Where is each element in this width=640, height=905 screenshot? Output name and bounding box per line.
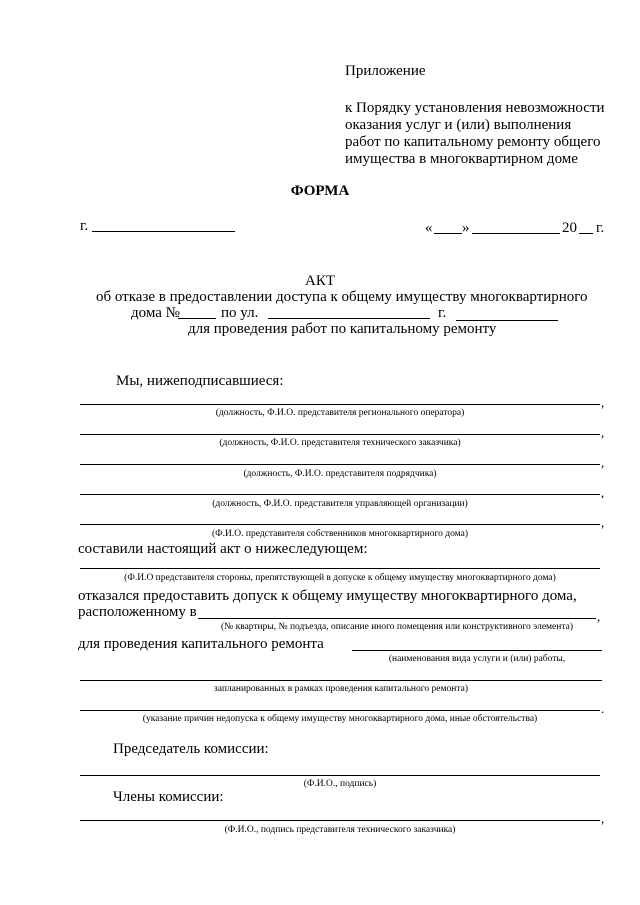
service-caption: (наименования вида услуги и (или) работы, — [388, 654, 566, 664]
reasons-field[interactable] — [80, 710, 600, 711]
planned-field[interactable] — [80, 680, 602, 681]
chairman-field[interactable] — [80, 775, 600, 776]
signatory-caption-4: (должность, Ф.И.О. представителя управляющей организации) — [212, 499, 468, 509]
date-close-quote: » — [462, 220, 470, 236]
service-field[interactable] — [352, 650, 602, 651]
appendix-line-2: оказания услуг и (или) выполнения — [345, 117, 572, 133]
signatory-field-5[interactable] — [80, 524, 600, 525]
signatory-comma-2: , — [601, 425, 605, 440]
appendix-line-3: работ по капитальному ремонту общего — [345, 134, 601, 150]
chairman-label: Председатель комиссии: — [113, 741, 269, 757]
place-field[interactable] — [92, 231, 235, 232]
act-title: АКТ — [305, 273, 335, 289]
reasons-period: . — [601, 701, 605, 716]
act-house-label: дома № — [131, 305, 180, 321]
form-heading: ФОРМА — [290, 183, 350, 199]
place-prefix: г. — [80, 218, 89, 234]
signatory-field-1[interactable] — [80, 404, 600, 405]
members-label: Члены комиссии: — [113, 789, 224, 805]
chairman-caption: (Ф.И.О., подпись) — [303, 779, 377, 789]
appendix-line-1: к Порядку установления невозможности — [345, 100, 605, 116]
signatory-caption-2: (должность, Ф.И.О. представителя технического заказчика) — [219, 438, 461, 448]
signatory-comma-5: , — [601, 515, 605, 530]
location-caption: (№ квартиры, № подъезда, описание иного помещения или конструктивного элемента) — [220, 622, 573, 632]
location-comma: , — [597, 609, 601, 624]
date-open-quote: « — [425, 220, 433, 236]
signatory-caption-3: (должность, Ф.И.О. представителя подрядчика) — [243, 469, 437, 479]
street-field[interactable] — [268, 318, 430, 319]
location-field[interactable] — [198, 618, 596, 619]
refused-line-1: отказался предоставить допуск к общему имуществу многоквартирного дома, — [78, 588, 577, 604]
reasons-caption: (указание причин недопуска к общему имуществу многоквартирного дома, иные обстоятельства) — [142, 714, 538, 724]
act-line-1: об отказе в предоставлении доступа к общему имуществу многоквартирного — [96, 289, 588, 305]
compiled-text: составили настоящий акт о нижеследующем: — [78, 541, 368, 557]
planned-caption: запланированных в рамках проведения капитального ремонта) — [214, 684, 468, 694]
refused-line-2: расположенному в — [78, 604, 197, 620]
members-field[interactable] — [80, 820, 600, 821]
signatory-comma-1: , — [601, 395, 605, 410]
signatory-caption-5: (Ф.И.О. представителя собственников многоквартирного дома) — [212, 529, 468, 539]
date-day-field[interactable] — [434, 233, 462, 234]
act-line-3: для проведения работ по капитальному ремонту — [188, 321, 497, 337]
signatory-field-4[interactable] — [80, 494, 600, 495]
appendix-line-4: имущества в многоквартирном доме — [345, 151, 578, 167]
intro-text: Мы, нижеподписавшиеся: — [116, 373, 284, 389]
members-comma: , — [601, 811, 605, 826]
date-month-field[interactable] — [472, 233, 560, 234]
repair-label: для проведения капитального ремонта — [78, 636, 324, 652]
obstructor-field[interactable] — [80, 568, 600, 569]
date-year-field[interactable] — [579, 233, 593, 234]
signatory-comma-4: , — [601, 485, 605, 500]
act-city-label: г. — [438, 305, 447, 321]
signatory-caption-1: (должность, Ф.И.О. представителя регионального оператора) — [215, 408, 465, 418]
appendix-title: Приложение — [345, 63, 426, 79]
house-number-field[interactable] — [178, 318, 216, 319]
act-street-label: по ул. — [221, 305, 259, 321]
members-caption: (Ф.И.О., подпись представителя технического заказчика) — [224, 825, 456, 835]
date-suffix: г. — [596, 220, 605, 236]
signatory-field-3[interactable] — [80, 464, 600, 465]
obstructor-caption: (Ф.И.О представителя стороны, препятствующей в допуске к общему имуществу многоквартирного дома) — [124, 573, 556, 583]
signatory-field-2[interactable] — [80, 434, 600, 435]
date-year-prefix: 20 — [562, 220, 577, 236]
signatory-comma-3: , — [601, 455, 605, 470]
